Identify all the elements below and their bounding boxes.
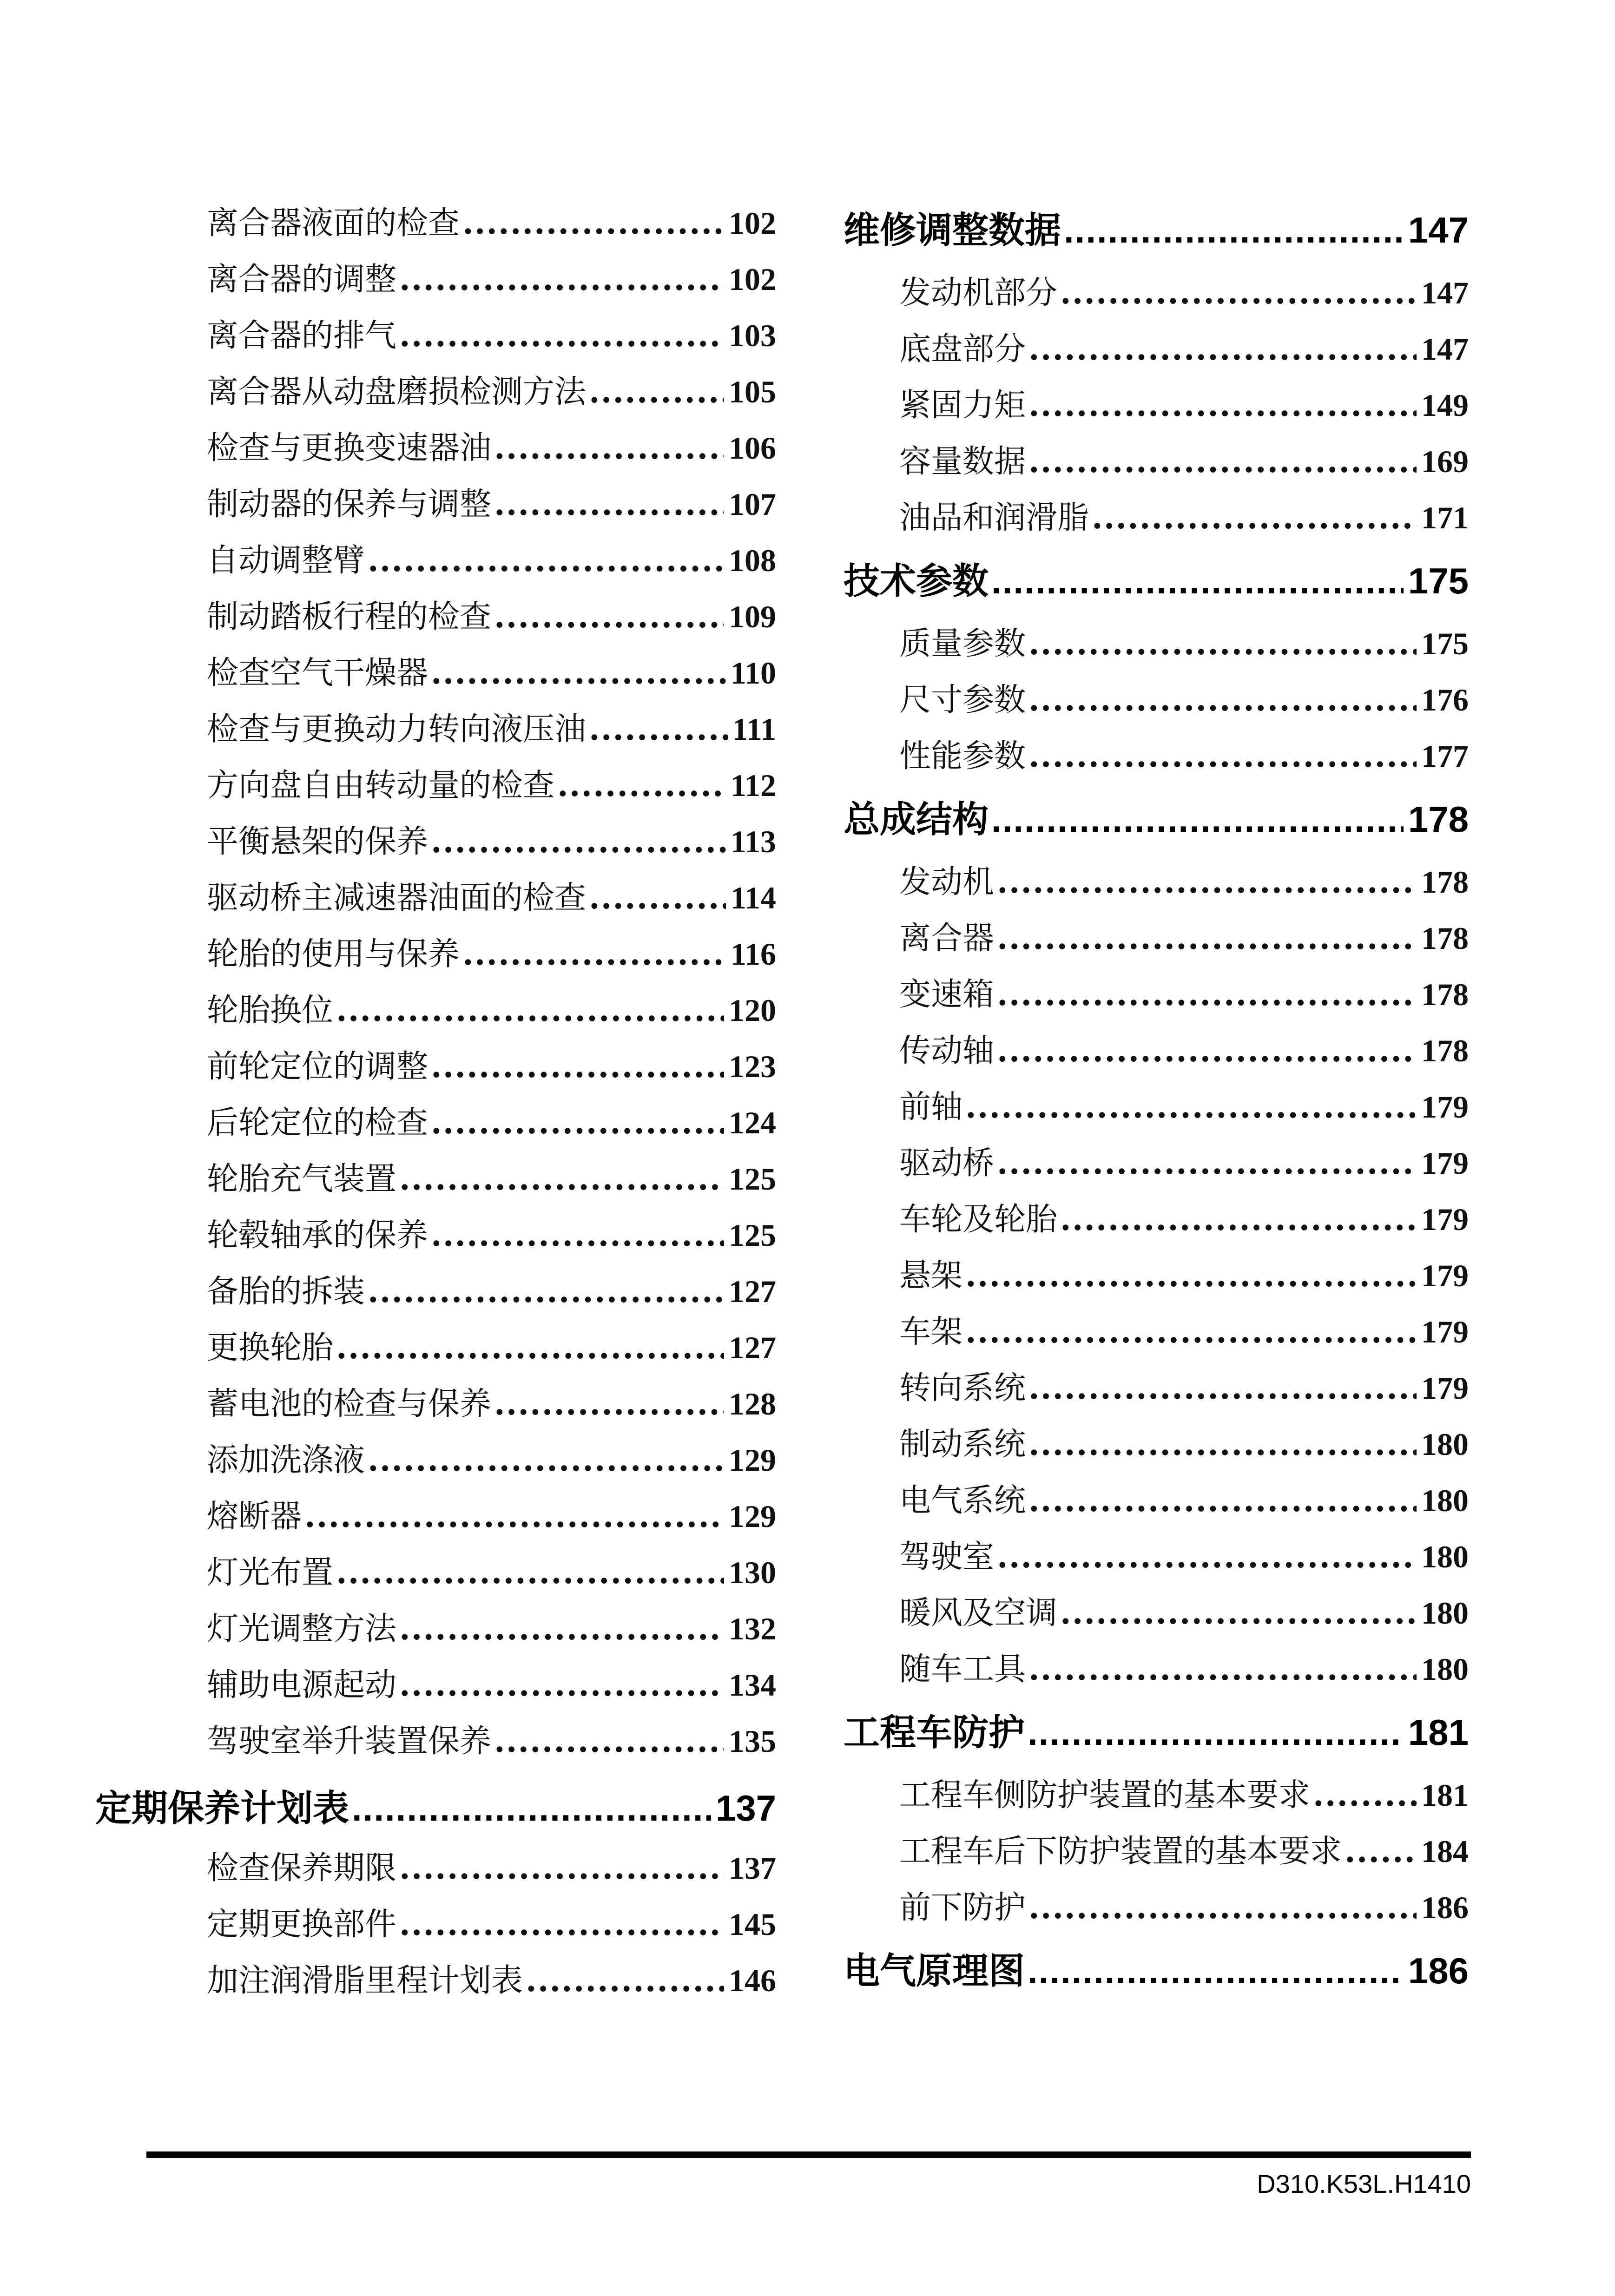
toc-entry-title: 维修调整数据: [844, 210, 1061, 250]
toc-section-entry[interactable]: [844, 195, 1469, 265]
toc-entry-page: 108: [729, 543, 776, 578]
dot-leader: [494, 589, 724, 645]
toc-entry[interactable]: [844, 1473, 1469, 1529]
toc-entry-title: 电气系统: [899, 1482, 1026, 1519]
toc-entry[interactable]: [151, 1953, 776, 2009]
toc-entry[interactable]: [844, 1529, 1469, 1585]
toc-entry-page: 112: [730, 768, 776, 803]
dot-leader: [1028, 728, 1417, 784]
toc-entry-page: 127: [729, 1274, 776, 1309]
dot-leader: [304, 1488, 724, 1545]
toc-entry-title: 油品和润滑脂: [899, 500, 1089, 536]
toc-entry[interactable]: [151, 1095, 776, 1151]
toc-entry-title: 离合器液面的检查: [207, 205, 460, 242]
dot-leader: [589, 701, 727, 757]
dot-leader: [1028, 672, 1417, 728]
toc-entry[interactable]: [151, 1896, 776, 1953]
toc-entry-page: 179: [1421, 1202, 1469, 1237]
dot-leader: [462, 195, 724, 251]
toc-entry-page: 180: [1421, 1651, 1469, 1687]
toc-entry-title: 发动机: [899, 864, 995, 901]
toc-section-entry[interactable]: [844, 784, 1469, 854]
toc-section-entry[interactable]: [844, 1936, 1469, 2006]
toc-entry[interactable]: [844, 265, 1469, 321]
dot-leader: [1028, 1936, 1404, 2006]
toc-entry[interactable]: [844, 1641, 1469, 1697]
toc-entry[interactable]: [151, 589, 776, 645]
toc-entry-title: 检查与更换变速器油: [207, 430, 492, 467]
dot-leader: [1060, 1191, 1417, 1248]
toc-entry-page: 179: [1421, 1145, 1469, 1181]
toc-entry-title: 制动系统: [899, 1426, 1026, 1463]
toc-entry-title: 离合器: [899, 920, 995, 957]
toc-entry[interactable]: [151, 1840, 776, 1896]
toc-entry[interactable]: [151, 1263, 776, 1320]
toc-entry-title: 灯光调整方法: [207, 1611, 397, 1647]
dot-leader: [352, 1776, 711, 1840]
toc-entry-title: 灯光布置: [207, 1554, 334, 1591]
toc-entry-title: 离合器的排气: [207, 317, 397, 354]
toc-entry-page: 135: [729, 1724, 776, 1759]
dot-leader: [431, 1039, 724, 1095]
dot-leader: [494, 476, 724, 533]
toc-entry-page: 181: [1421, 1777, 1469, 1813]
dot-leader: [965, 1079, 1417, 1135]
dot-leader: [589, 364, 724, 420]
toc-entry[interactable]: [844, 1585, 1469, 1641]
toc-entry[interactable]: [844, 1823, 1469, 1880]
toc-entry-page: 116: [730, 936, 776, 972]
document-code: D310.K53L.H1410: [1257, 2169, 1471, 2198]
toc-entry[interactable]: [844, 854, 1469, 910]
dot-leader: [494, 1376, 724, 1432]
toc-entry-page: 110: [730, 655, 776, 691]
dot-leader: [399, 1601, 724, 1657]
toc-entry-title: 前下防护: [899, 1889, 1026, 1926]
toc-entry-title: 离合器的调整: [207, 261, 397, 298]
toc-entry-page: 107: [729, 487, 776, 522]
toc-entry-page: 127: [729, 1330, 776, 1365]
toc-entry-title: 传动轴: [899, 1033, 995, 1069]
toc-entry[interactable]: [844, 1416, 1469, 1473]
toc-entry-title: 电气原理图: [844, 1950, 1025, 1991]
toc-entry[interactable]: [844, 377, 1469, 434]
toc-entry-title: 检查空气干燥器: [207, 655, 428, 691]
toc-section-entry[interactable]: [844, 546, 1469, 616]
toc-entry-title: 工程车后下防护装置的基本要求: [899, 1833, 1342, 1870]
dot-leader: [368, 1432, 724, 1488]
toc-entry[interactable]: [151, 195, 776, 251]
toc-entry-page: 113: [730, 824, 776, 859]
dot-leader: [1064, 195, 1404, 265]
footer-divider: [146, 2151, 1471, 2158]
toc-entry-title: 容量数据: [899, 443, 1026, 480]
toc-entry[interactable]: [151, 1488, 776, 1545]
toc-entry[interactable]: [844, 1135, 1469, 1191]
dot-leader: [1028, 616, 1417, 672]
dot-leader: [997, 910, 1417, 967]
dot-leader: [336, 1545, 724, 1601]
toc-entry-title: 自动调整臂: [207, 542, 365, 579]
dot-leader: [399, 1840, 724, 1896]
toc-entry-title: 离合器从动盘磨损检测方法: [207, 374, 587, 410]
toc-entry[interactable]: [151, 926, 776, 982]
toc-entry-page: 180: [1421, 1595, 1469, 1631]
toc-entry-title: 暖风及空调: [899, 1595, 1058, 1632]
toc-entry[interactable]: [151, 364, 776, 420]
toc-entry-page: 179: [1421, 1089, 1469, 1125]
toc-entry[interactable]: [151, 1432, 776, 1488]
toc-entry[interactable]: [151, 1039, 776, 1095]
toc-entry-page: 129: [729, 1499, 776, 1534]
toc-entry[interactable]: [151, 757, 776, 814]
toc-entry-page: 186: [1408, 1950, 1469, 1991]
toc-entry-title: 轮毂轴承的保养: [207, 1217, 428, 1254]
toc-entry[interactable]: [151, 870, 776, 926]
toc-entry-title: 轮胎充气装置: [207, 1161, 397, 1197]
toc-entry-page: 124: [729, 1105, 776, 1140]
toc-entry-page: 179: [1421, 1370, 1469, 1406]
dot-leader: [1060, 265, 1417, 321]
toc-entry-page: 120: [729, 993, 776, 1028]
dot-leader: [997, 1529, 1417, 1585]
toc-entry-title: 后轮定位的检查: [207, 1105, 428, 1141]
toc-entry-page: 103: [729, 318, 776, 353]
toc-entry-title: 熔断器: [207, 1498, 302, 1535]
toc-entry-page: 180: [1421, 1427, 1469, 1462]
toc-entry-title: 性能参数: [899, 738, 1026, 775]
toc-entry[interactable]: [151, 1320, 776, 1376]
dot-leader: [557, 757, 726, 814]
toc-entry-title: 制动踏板行程的检查: [207, 599, 492, 635]
toc-entry-page: 129: [729, 1442, 776, 1478]
dot-leader: [368, 533, 724, 589]
toc-entry[interactable]: [151, 645, 776, 701]
dot-leader: [336, 982, 724, 1039]
toc-entry[interactable]: [844, 1248, 1469, 1304]
toc-entry-page: 125: [729, 1161, 776, 1197]
toc-entry-page: 175: [1421, 626, 1469, 661]
toc-entry[interactable]: [844, 672, 1469, 728]
toc-entry-title: 底盘部分: [899, 331, 1026, 368]
toc-section-entry[interactable]: [95, 1776, 776, 1840]
toc-entry-title: 添加洗涤液: [207, 1442, 365, 1479]
toc-entry-page: 178: [1421, 864, 1469, 900]
toc-entry-page: 102: [729, 205, 776, 241]
toc-entry-title: 工程车侧防护装置的基本要求: [899, 1777, 1311, 1814]
toc-entry-page: 146: [729, 1963, 776, 1998]
toc-entry[interactable]: [844, 434, 1469, 490]
toc-entry-page: 137: [715, 1788, 776, 1829]
toc-entry-title: 方向盘自由转动量的检查: [207, 767, 555, 804]
toc-entry[interactable]: [151, 420, 776, 476]
toc-entry[interactable]: [151, 1207, 776, 1263]
toc-entry-page: 186: [1421, 1890, 1469, 1925]
dot-leader: [494, 420, 724, 476]
toc-entry[interactable]: [844, 1360, 1469, 1416]
toc-right-column: [844, 195, 1469, 2006]
dot-leader: [1060, 1585, 1417, 1641]
dot-leader: [1028, 1416, 1417, 1473]
dot-leader: [462, 926, 726, 982]
toc-entry-title: 平衡悬架的保养: [207, 823, 428, 860]
toc-entry-title: 紧固力矩: [899, 387, 1026, 424]
toc-entry-title: 随车工具: [899, 1651, 1026, 1688]
dot-leader: [991, 546, 1404, 616]
toc-entry-page: 102: [729, 262, 776, 297]
toc-entry[interactable]: [151, 701, 776, 757]
toc-entry[interactable]: [844, 616, 1469, 672]
toc-left-column: [95, 195, 776, 2009]
toc-entry[interactable]: [844, 728, 1469, 784]
dot-leader: [997, 1023, 1417, 1079]
toc-entry-page: 106: [729, 430, 776, 466]
toc-entry-page: 111: [732, 711, 776, 747]
toc-entry-title: 车轮及轮胎: [899, 1201, 1058, 1238]
toc-entry-title: 备胎的拆装: [207, 1273, 365, 1310]
dot-leader: [1028, 1641, 1417, 1697]
toc-section-entry[interactable]: [844, 1697, 1469, 1767]
toc-entry[interactable]: [151, 1713, 776, 1770]
toc-entry[interactable]: [844, 1304, 1469, 1360]
toc-entry-title: 驾驶室举升装置保养: [207, 1723, 492, 1760]
toc-entry-title: 驾驶室: [899, 1539, 995, 1575]
toc-entry-page: 180: [1421, 1539, 1469, 1574]
toc-entry-title: 定期更换部件: [207, 1906, 397, 1943]
toc-entry-page: 179: [1421, 1314, 1469, 1349]
toc-entry-page: 178: [1408, 799, 1469, 840]
toc-entry-page: 176: [1421, 682, 1469, 717]
dot-leader: [431, 1095, 724, 1151]
dot-leader: [1028, 377, 1417, 434]
toc-entry-title: 蓄电池的检查与保养: [207, 1386, 492, 1422]
dot-leader: [399, 1657, 724, 1713]
toc-entry-page: 177: [1421, 738, 1469, 774]
toc-entry-page: 171: [1421, 500, 1469, 535]
dot-leader: [368, 1263, 724, 1320]
toc-entry[interactable]: [151, 814, 776, 870]
toc-entry[interactable]: [844, 910, 1469, 967]
toc-entry-page: 125: [729, 1217, 776, 1253]
toc-entry-page: 132: [729, 1611, 776, 1646]
toc-entry-title: 前轮定位的调整: [207, 1048, 428, 1085]
dot-leader: [1028, 1360, 1417, 1416]
dot-leader: [589, 870, 726, 926]
dot-leader: [1345, 1823, 1417, 1880]
toc-entry-title: 驱动桥主减速器油面的检查: [207, 880, 587, 916]
toc-entry-page: 169: [1421, 444, 1469, 479]
dot-leader: [1313, 1767, 1417, 1823]
toc-entry-title: 辅助电源起动: [207, 1667, 397, 1704]
toc-entry-title: 前轴: [899, 1089, 963, 1125]
toc-entry-title: 轮胎的使用与保养: [207, 936, 460, 973]
toc-entry-title: 质量参数: [899, 625, 1026, 662]
toc-entry-page: 147: [1408, 210, 1469, 250]
dot-leader: [526, 1953, 724, 2009]
toc-entry[interactable]: [151, 251, 776, 308]
toc-entry-title: 发动机部分: [899, 275, 1058, 311]
dot-leader: [1028, 1697, 1404, 1767]
toc-entry-title: 转向系统: [899, 1370, 1026, 1407]
toc-entry[interactable]: [844, 1880, 1469, 1936]
toc-entry-page: 123: [729, 1049, 776, 1084]
dot-leader: [431, 1207, 724, 1263]
dot-leader: [399, 308, 724, 364]
dot-leader: [965, 1248, 1417, 1304]
toc-entry-page: 179: [1421, 1258, 1469, 1293]
toc-entry-title: 驱动桥: [899, 1145, 995, 1182]
toc-entry-page: 178: [1421, 1033, 1469, 1068]
dot-leader: [399, 251, 724, 308]
toc-entry-page: 114: [730, 880, 776, 915]
toc-entry-page: 109: [729, 599, 776, 634]
dot-leader: [965, 1304, 1417, 1360]
toc-entry-page: 184: [1421, 1834, 1469, 1869]
toc-entry[interactable]: [844, 967, 1469, 1023]
toc-entry-title: 悬架: [899, 1257, 963, 1294]
toc-entry[interactable]: [151, 476, 776, 533]
toc-entry[interactable]: [844, 321, 1469, 377]
toc-entry-title: 加注润滑脂里程计划表: [207, 1962, 523, 1999]
dot-leader: [399, 1896, 724, 1953]
dot-leader: [494, 1713, 724, 1770]
toc-entry[interactable]: [844, 1023, 1469, 1079]
dot-leader: [1028, 434, 1417, 490]
toc-entry[interactable]: [151, 533, 776, 589]
toc-entry-page: 128: [729, 1386, 776, 1421]
toc-entry[interactable]: [151, 1545, 776, 1601]
dot-leader: [431, 645, 726, 701]
toc-entry-page: 134: [729, 1667, 776, 1703]
toc-entry-title: 检查保养期限: [207, 1850, 397, 1887]
toc-entry-title: 技术参数: [844, 560, 989, 601]
toc-entry-page: 147: [1421, 331, 1469, 367]
dot-leader: [399, 1151, 724, 1207]
toc-entry[interactable]: [151, 1601, 776, 1657]
toc-entry-title: 定期保养计划表: [95, 1788, 349, 1829]
toc-entry-title: 尺寸参数: [899, 682, 1026, 718]
toc-entry[interactable]: [844, 1767, 1469, 1823]
toc-entry[interactable]: [151, 1657, 776, 1713]
toc-entry-page: 105: [729, 374, 776, 409]
toc-entry-page: 181: [1408, 1712, 1469, 1753]
toc-entry-title: 更换轮胎: [207, 1329, 334, 1366]
toc-entry-page: 178: [1421, 977, 1469, 1012]
toc-entry[interactable]: [151, 1151, 776, 1207]
toc-entry-title: 变速箱: [899, 976, 995, 1013]
toc-entry[interactable]: [844, 490, 1469, 546]
dot-leader: [1028, 1473, 1417, 1529]
toc-entry-page: 147: [1421, 275, 1469, 310]
dot-leader: [1028, 321, 1417, 377]
toc-entry-page: 175: [1408, 560, 1469, 601]
dot-leader: [1092, 490, 1417, 546]
toc-entry-title: 车架: [899, 1314, 963, 1350]
toc-entry-page: 130: [729, 1555, 776, 1590]
toc-entry-page: 145: [729, 1907, 776, 1942]
toc-entry[interactable]: [844, 1191, 1469, 1248]
toc-entry-title: 工程车防护: [844, 1712, 1025, 1753]
toc-entry-title: 制动器的保养与调整: [207, 486, 492, 523]
toc-entry[interactable]: [151, 308, 776, 364]
toc-entry-title: 轮胎换位: [207, 992, 334, 1029]
toc-entry-title: 检查与更换动力转向液压油: [207, 711, 587, 748]
toc-entry[interactable]: [151, 1376, 776, 1432]
dot-leader: [997, 1135, 1417, 1191]
toc-entry-page: 149: [1421, 388, 1469, 423]
dot-leader: [997, 854, 1417, 910]
toc-entry[interactable]: [844, 1079, 1469, 1135]
toc-entry-title: 总成结构: [844, 799, 989, 840]
dot-leader: [1028, 1880, 1417, 1936]
dot-leader: [997, 967, 1417, 1023]
toc-entry-page: 178: [1421, 921, 1469, 956]
toc-entry[interactable]: [151, 982, 776, 1039]
toc-entry-page: 180: [1421, 1483, 1469, 1518]
dot-leader: [431, 814, 726, 870]
dot-leader: [336, 1320, 724, 1376]
dot-leader: [991, 784, 1404, 854]
toc-entry-page: 137: [729, 1850, 776, 1886]
